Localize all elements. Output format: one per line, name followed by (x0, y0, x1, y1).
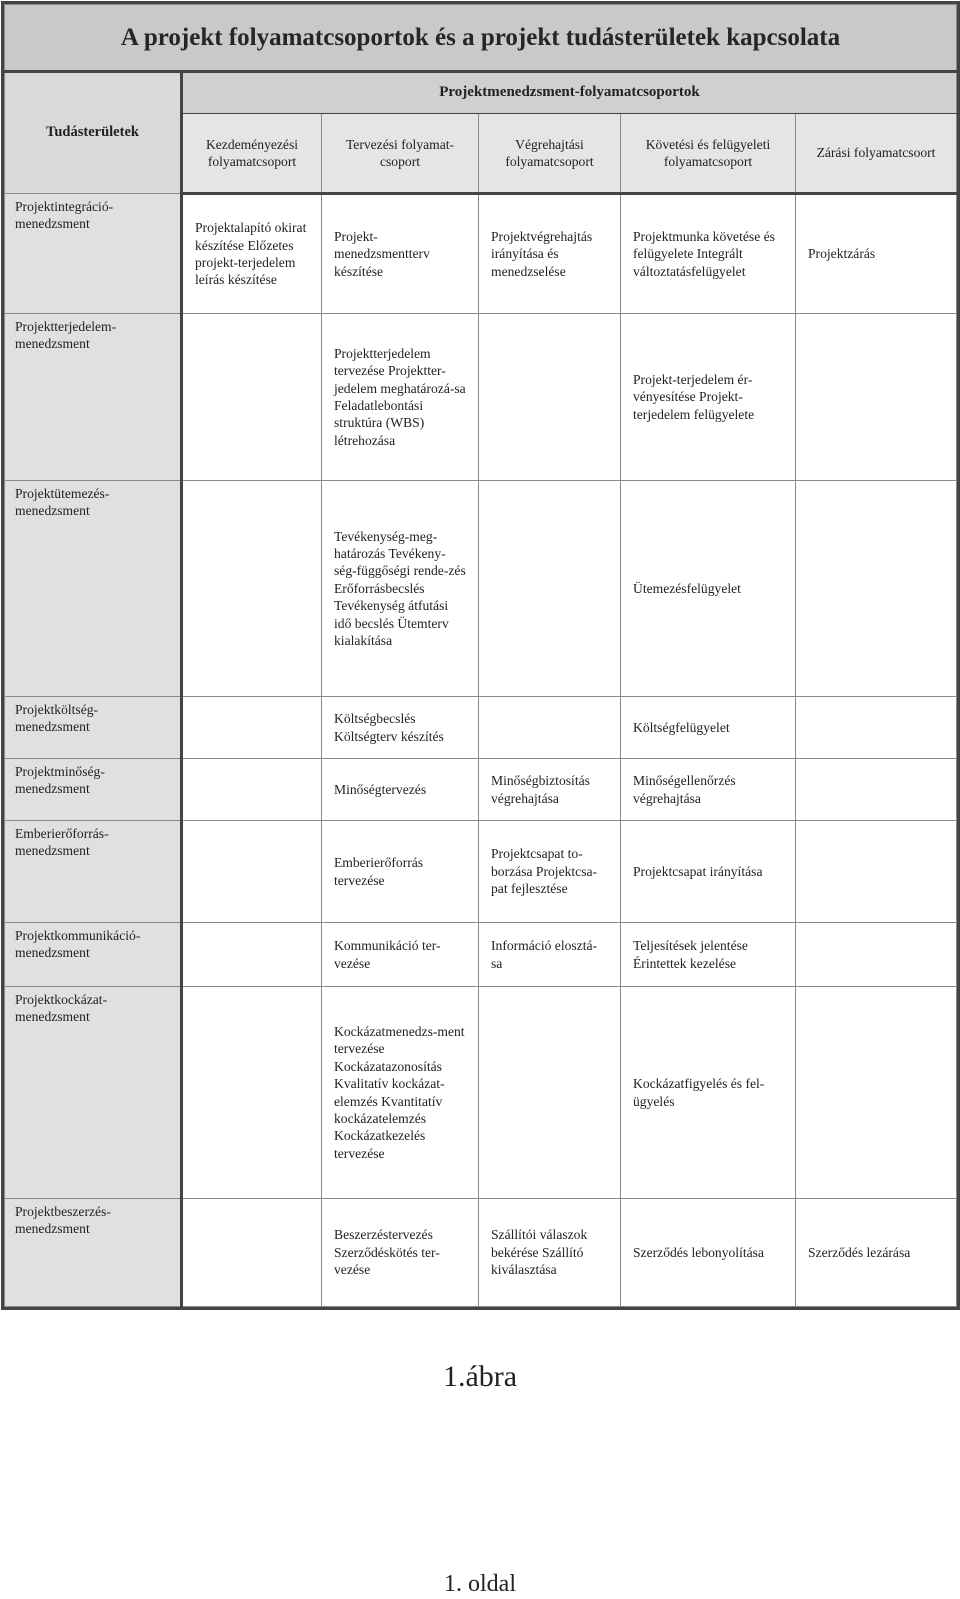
area-human-resources: Emberierőforrás-menedzsment (5, 821, 182, 923)
process-cell: Projekt-menedzsmentterv készítése (322, 194, 479, 314)
process-cell (796, 987, 957, 1199)
group-closing: Zárási folyamatcsoort (796, 114, 957, 194)
process-cell: Projektzárás (796, 194, 957, 314)
process-cell (796, 481, 957, 697)
process-cell: Projektmunka követése és felügyelete Integrált változtatásfelügyelet (621, 194, 796, 314)
process-cell: Ütemezésfelügyelet (621, 481, 796, 697)
process-cell: Információ elosztá-sa (479, 923, 621, 987)
process-cell: Kommunikáció ter-vezése (322, 923, 479, 987)
process-cell (182, 987, 322, 1199)
area-communication: Projektkommunikáció-menedzsment (5, 923, 182, 987)
process-cell: Projektvégrehajtás irányítása és menedzselése (479, 194, 621, 314)
process-cell: Kockázatmenedzs-ment tervezése Kockázatazonosítás Kvalitatív kockázat-elemzés Kvantitatív kockázatelemzés Kockázatkezelés tervezése (322, 987, 479, 1199)
area-procurement: Projektbeszerzés-menedzsment (5, 1199, 182, 1307)
table-title: A projekt folyamatcsoportok és a projekt tudásterületek kapcsolata (5, 5, 957, 72)
process-cell: Projekt-terjedelem ér-vényesítése Projekt-terjedelem felügyelete (621, 314, 796, 481)
figure-caption: 1.ábra (442, 1360, 518, 1393)
process-cell: Projektterjedelem tervezése Projektter-jedelem meghatározá-sa Feladatlebontási struktúra (WBS) létrehozása (322, 314, 479, 481)
process-cell: Tevékenység-meg-határozás Tevékeny-ség-függőségi rende-zés Erőforrásbecslés Tevékenység átfutási idő becslés Ütemterv kialakítása (322, 481, 479, 697)
process-cell: Szerződés lebonyolítása (621, 1199, 796, 1307)
process-cell: Beszerzéstervezés Szerződéskötés ter-vezése (322, 1199, 479, 1307)
area-risk: Projektkockázat-menedzsment (5, 987, 182, 1199)
process-cell (479, 481, 621, 697)
process-cell: Költségbecslés Költségterv készítés (322, 697, 479, 759)
process-cell: Teljesítések jelentése Érintettek kezelése (621, 923, 796, 987)
page-number: 1. oldal (444, 1571, 516, 1597)
process-cell: Szerződés lezárása (796, 1199, 957, 1307)
process-cell: Minőségbiztosítás végrehajtása (479, 759, 621, 821)
process-cell (182, 481, 322, 697)
process-cell (796, 759, 957, 821)
process-cell: Projektcsapat to-borzása Projektcsa-pat fejlesztése (479, 821, 621, 923)
process-cell (182, 759, 322, 821)
process-cell: Projektcsapat irányítása (621, 821, 796, 923)
relationship-table (4, 4, 957, 1307)
process-cell (796, 697, 957, 759)
process-cell: Minőségellenőrzés végrehajtása (621, 759, 796, 821)
area-quality: Projektminőség-menedzsment (5, 759, 182, 821)
process-cell (182, 1199, 322, 1307)
process-cell (479, 987, 621, 1199)
area-scope: Projektterjedelem-menedzsment (5, 314, 182, 481)
groups-header: Projektmenedzsment-folyamatcsoportok (182, 72, 957, 114)
areas-header: Tudásterületek (5, 72, 182, 194)
process-cell: Minőségtervezés (322, 759, 479, 821)
process-cell: Kockázatfigyelés és fel-ügyelés (621, 987, 796, 1199)
process-cell (182, 821, 322, 923)
area-cost: Projektköltség-menedzsment (5, 697, 182, 759)
group-executing: Végrehajtási folyamatcsoport (479, 114, 621, 194)
process-cell (796, 821, 957, 923)
group-monitoring: Követési és felügyeleti folyamatcsoport (621, 114, 796, 194)
area-schedule: Projektütemezés-menedzsment (5, 481, 182, 697)
process-cell: Szállítói válaszok bekérése Szállító kiválasztása (479, 1199, 621, 1307)
process-cell (479, 314, 621, 481)
process-cell (182, 697, 322, 759)
process-cell (182, 314, 322, 481)
process-cell (182, 923, 322, 987)
process-cell: Projektalapító okirat készítése Előzetes projekt-terjedelem leírás készítése (182, 194, 322, 314)
process-cell (479, 697, 621, 759)
process-cell (796, 923, 957, 987)
group-planning: Tervezési folyamat-csoport (322, 114, 479, 194)
process-cell (796, 314, 957, 481)
area-integration: Projektintegráció-menedzsment (5, 194, 182, 314)
group-initiating: Kezdeményezési folyamatcsoport (182, 114, 322, 194)
process-cell: Költségfelügyelet (621, 697, 796, 759)
process-cell: Emberierőforrás tervezése (322, 821, 479, 923)
